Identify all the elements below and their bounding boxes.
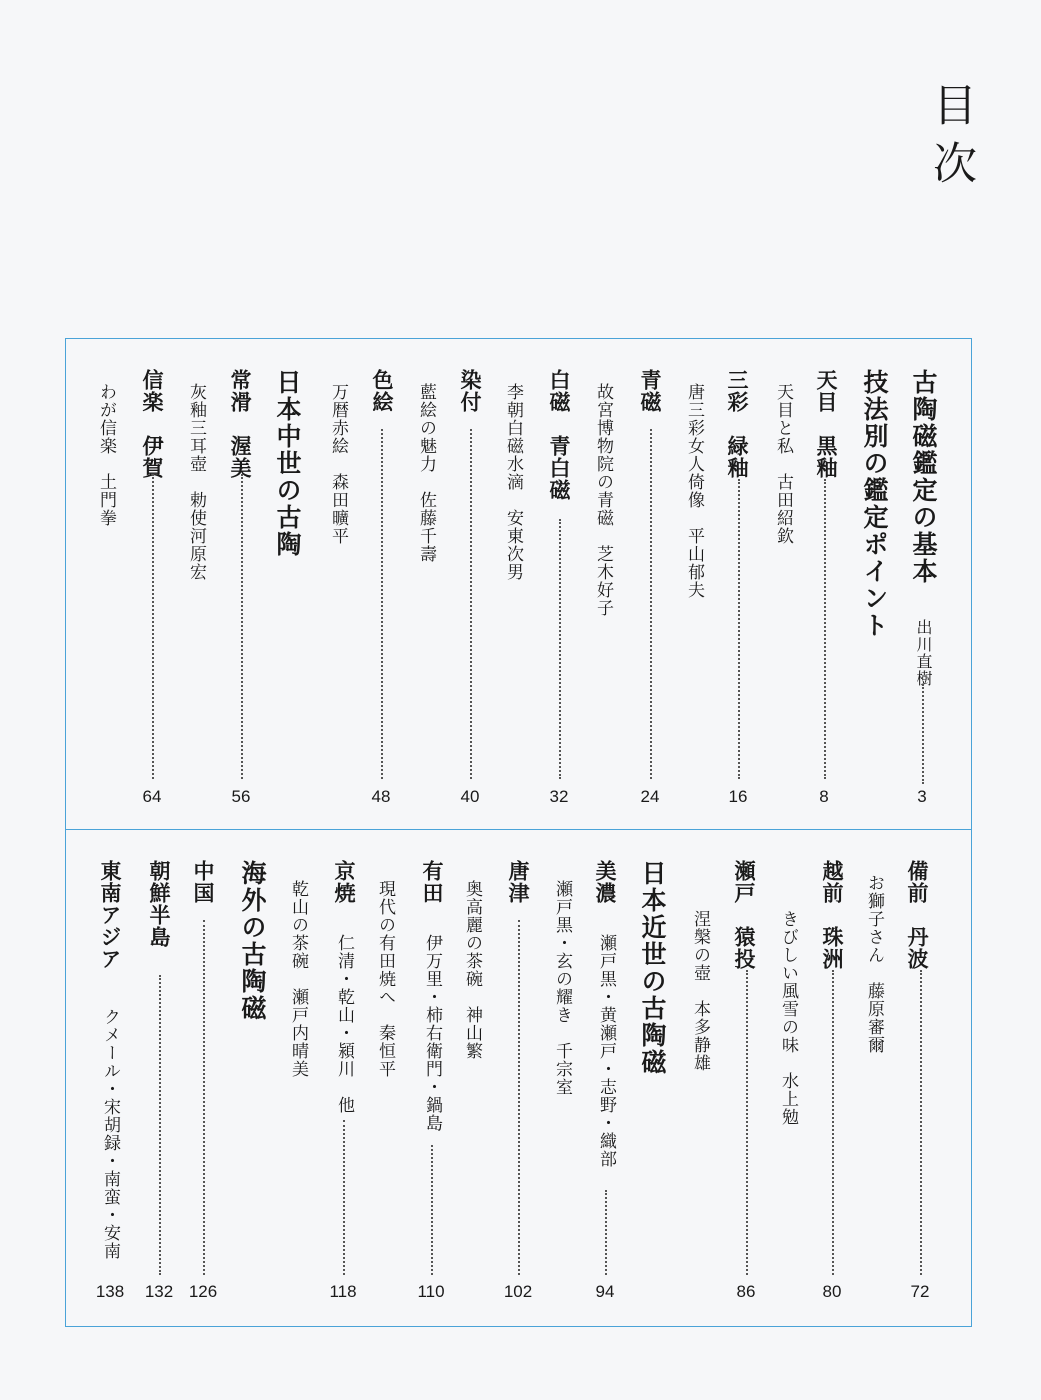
toc-entry-title[interactable]: 有田 (420, 860, 445, 904)
page-number: 72 (910, 1282, 930, 1301)
toc-entry-author: 出川直樹 (914, 619, 933, 687)
toc-entry-subtitle: わが信楽 土門拳 (96, 383, 116, 527)
page-number: 64 (142, 787, 162, 806)
toc-entry-subtitle: 藍絵の魅力 佐藤千壽 (416, 383, 436, 563)
leader-dots (470, 429, 472, 779)
toc-entry-title[interactable]: 唐津 (506, 860, 531, 904)
page-number: 56 (231, 787, 251, 806)
toc-entry-subtitle: 乾山の茶碗 瀬戸内晴美 (288, 880, 308, 1078)
toc-entry-subtitle: 瀬戸黒・玄の耀き 千宗室 (552, 880, 572, 1096)
leader-dots (746, 970, 748, 1275)
page-number: 48 (371, 787, 391, 806)
page-number: 118 (329, 1282, 357, 1301)
toc-entry-title[interactable]: 備前 丹波 (905, 860, 930, 970)
toc-entry-detail: 瀬戸黒・黄瀬戸・志野・織部 (596, 934, 616, 1168)
toc-entry-title[interactable]: 常滑 渥美 (228, 369, 253, 479)
page-number: 138 (95, 1282, 125, 1301)
toc-entry-subtitle: 万暦赤絵 森田曠平 (328, 383, 348, 545)
toc-entry-detail: クメール・宋胡録・南蛮・安南 (100, 1008, 120, 1260)
toc-section-heading[interactable]: 日本近世の古陶磁 (638, 860, 667, 1076)
page-number: 24 (640, 787, 660, 806)
page-number: 3 (917, 787, 927, 806)
page-number: 94 (595, 1282, 615, 1301)
toc-entry-title[interactable]: 青磁 (638, 369, 663, 413)
toc-entry-title[interactable]: 天目 黒釉 (814, 369, 839, 479)
toc-entry-title[interactable]: 信楽 伊賀 (140, 369, 165, 479)
toc-section-bottom (65, 829, 972, 1327)
toc-entry-subtitle: 天目と私 古田紹欽 (773, 383, 793, 545)
toc-section-heading[interactable]: 日本中世の古陶 (273, 369, 302, 558)
page-number: 40 (460, 787, 480, 806)
toc-entry-title[interactable]: 越前 珠洲 (820, 860, 845, 970)
page-number: 8 (819, 787, 829, 806)
toc-entry-subtitle: 現代の有田焼へ 秦恒平 (375, 880, 395, 1078)
page-number: 126 (188, 1282, 218, 1301)
page-number: 32 (549, 787, 569, 806)
leader-dots (738, 479, 740, 779)
toc-entry-title[interactable]: 朝鮮半島 (147, 860, 172, 948)
toc-entry-title[interactable]: 東南アジア (98, 860, 123, 970)
toc-entry-subtitle: きびしい風雪の味 水上勉 (778, 910, 798, 1126)
leader-dots (241, 474, 243, 779)
page-number: 132 (144, 1282, 174, 1301)
toc-entry-detail: 仁清・乾山・潁川 他 (334, 934, 354, 1114)
toc-entry-subtitle: 涅槃の壺 本多静雄 (690, 910, 710, 1072)
toc-entry-subtitle: 李朝白磁水滴 安東次男 (503, 383, 523, 581)
toc-section-heading[interactable]: 技法別の鑑定ポイント (860, 369, 889, 639)
leader-dots (159, 975, 161, 1275)
page-number: 110 (417, 1282, 445, 1301)
page-number: 86 (736, 1282, 756, 1301)
toc-section-heading[interactable]: 海外の古陶磁 (238, 860, 267, 1022)
toc-entry-title[interactable]: 色絵 (370, 369, 395, 413)
leader-dots (650, 429, 652, 779)
leader-dots (343, 1120, 345, 1275)
toc-section-top (65, 338, 972, 830)
toc-entry-title[interactable]: 京焼 (332, 860, 357, 904)
toc-entry-title[interactable]: 三彩 緑釉 (725, 369, 750, 479)
leader-dots (922, 684, 924, 784)
toc-entry-subtitle: 奥高麗の茶碗 神山繁 (462, 880, 482, 1060)
toc-entry-title[interactable]: 瀬戸 猿投 (732, 860, 757, 970)
leader-dots (920, 970, 922, 1275)
page-number: 16 (728, 787, 748, 806)
leader-dots (431, 1145, 433, 1275)
toc-entry-detail: 伊万里・柿右衛門・鍋島 (422, 934, 442, 1132)
page-title: 目次 (925, 82, 976, 198)
leader-dots (381, 429, 383, 779)
toc-entry-title[interactable]: 美濃 (593, 860, 618, 904)
leader-dots (518, 920, 520, 1275)
toc-entry-subtitle: お獅子さん 藤原審爾 (864, 874, 884, 1054)
toc-entry-title[interactable]: 白磁 青白磁 (547, 369, 572, 501)
leader-dots (152, 474, 154, 779)
leader-dots (203, 920, 205, 1275)
page-number: 102 (503, 1282, 533, 1301)
toc-entry-subtitle: 唐三彩女人倚像 平山郁夫 (684, 383, 704, 599)
toc-entry-title[interactable]: 染付 (458, 369, 483, 413)
toc-entry-title[interactable]: 中国 (191, 860, 216, 904)
page-number: 80 (822, 1282, 842, 1301)
leader-dots (605, 1190, 607, 1275)
leader-dots (824, 479, 826, 779)
leader-dots (832, 970, 834, 1275)
toc-entry-subtitle: 故宮博物院の青磁 芝木好子 (593, 383, 613, 617)
leader-dots (559, 519, 561, 779)
toc-entry-title[interactable]: 古陶磁鑑定の基本 (909, 369, 938, 585)
toc-entry-subtitle: 灰釉三耳壺 勅使河原宏 (186, 383, 206, 581)
